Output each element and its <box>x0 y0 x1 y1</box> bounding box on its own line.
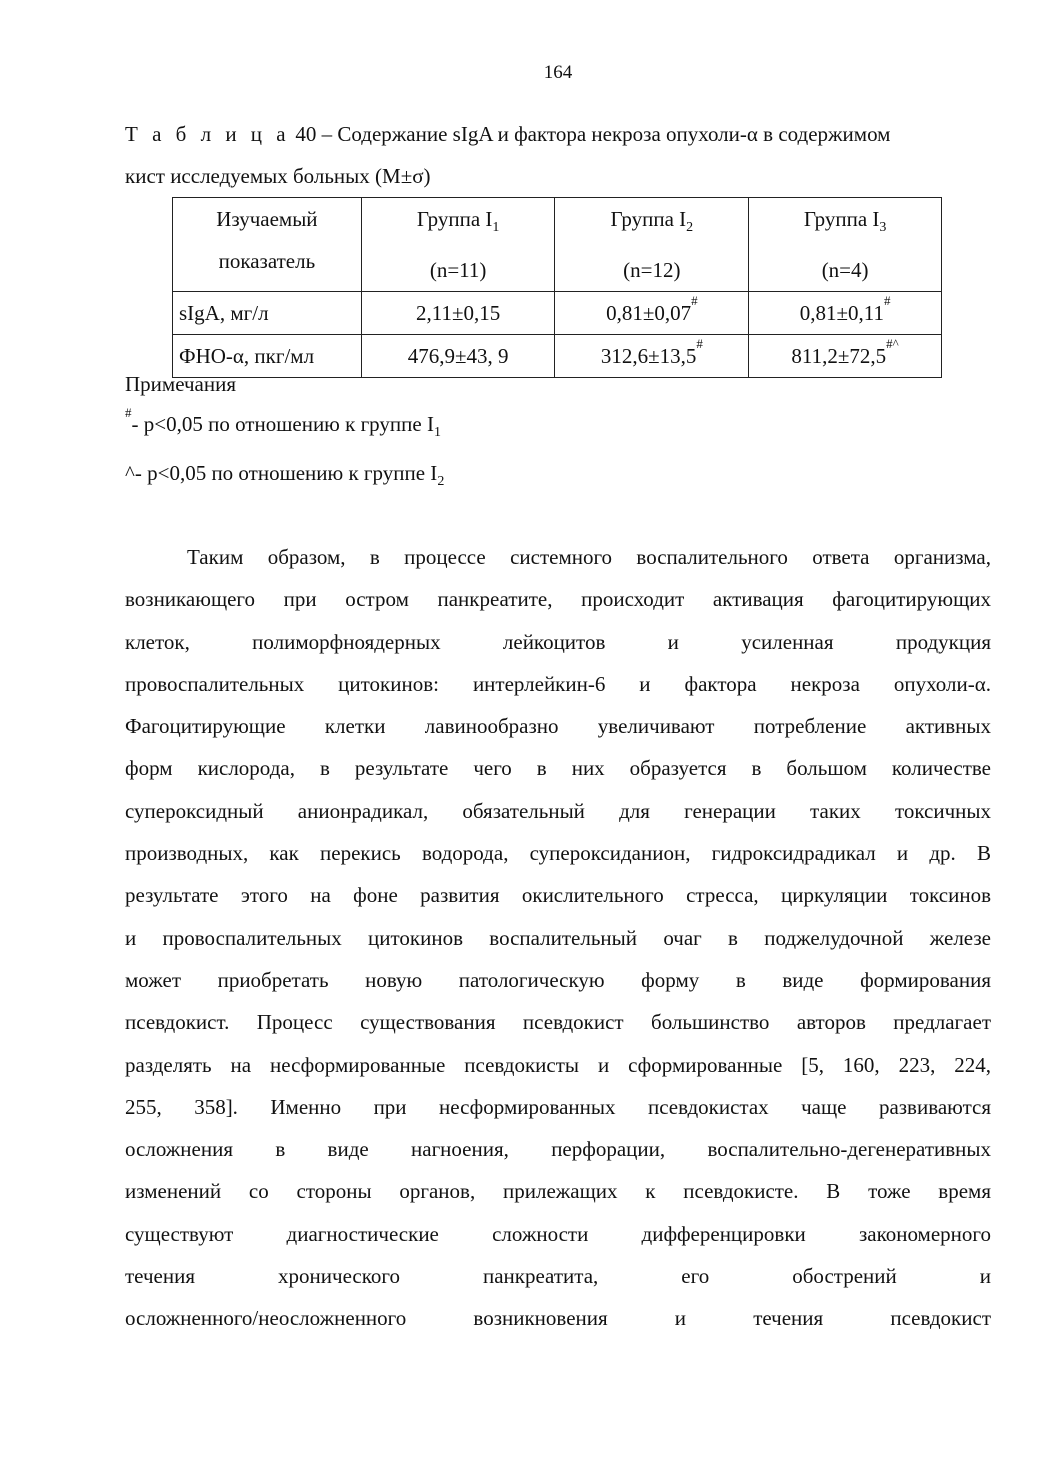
body-line: клеток, полиморфноядерных лейкоцитов и усиленная продукция <box>125 629 991 654</box>
note-1 <box>125 404 444 453</box>
caption-line-2: кист исследуемых больных (M±σ) <box>125 164 431 188</box>
row-label: ФНО-α, пкг/мл <box>173 335 362 378</box>
table-row <box>173 292 942 335</box>
header-group-2-sub: 2 <box>686 220 694 236</box>
header-group-1 <box>361 198 555 292</box>
body-line: форм кислорода, в результате чего в них образуется в большом количестве <box>125 756 991 781</box>
body-line: Фагоцитирующие клетки лавинообразно увеличивают потребление активных <box>125 714 991 739</box>
body-paragraph <box>125 536 991 1340</box>
cell-group-3 <box>749 335 942 378</box>
note-2-text: ^- p<0,05 по отношению к группе I <box>125 461 438 486</box>
cell-group-3 <box>749 292 942 335</box>
header-indicator <box>173 198 362 292</box>
caption-line-1 <box>125 113 995 155</box>
body-line: возникающего при остром панкреатите, происходит активация фагоцитирующих <box>125 587 991 612</box>
table-caption <box>125 113 995 197</box>
note-2-sub: 2 <box>437 474 445 490</box>
body-line: может приобретать новую патологическую форму в виде формирования <box>125 967 991 992</box>
body-line: провоспалительных цитокинов: интерлейкин-6 и фактора некроза опухоли-α. <box>125 671 991 696</box>
header-group-3-sub: 3 <box>879 220 887 236</box>
header-group-1-n: (n=11) <box>429 258 487 283</box>
note-1-text: - p<0,05 по отношению к группе I <box>131 412 434 436</box>
table-notes <box>125 364 444 502</box>
body-line: осложнения в виде нагноения, перфорации, воспалительно-дегенеративных <box>125 1137 991 1162</box>
header-group-1-sub: 1 <box>492 220 500 236</box>
cell-value: 312,6±13,5 <box>600 344 697 369</box>
body-line: течения хронического панкреатита, его обострений и <box>125 1264 991 1289</box>
header-indicator-line1: Изучаемый <box>216 207 318 231</box>
body-line: 255, 358]. Именно при несформированных псевдокистах чаще развиваются <box>125 1094 991 1119</box>
header-group-3-label: Группа I <box>803 207 880 231</box>
body-line: изменений со стороны органов, прилежащих к псевдокисте. В тоже время <box>125 1179 991 1204</box>
body-line: Таким образом, в процессе системного воспалительного ответа организма, <box>187 545 991 569</box>
body-line: результате этого на фоне развития окислительного стресса, циркуляции токсинов <box>125 883 991 908</box>
header-indicator-line2: показатель <box>218 249 316 273</box>
body-line: и провоспалительных цитокинов воспалительный очаг в поджелудочной железе <box>125 925 991 950</box>
header-group-1-label: Группа I <box>416 207 493 231</box>
row-label: sIgA, мг/л <box>173 292 362 335</box>
header-group-3-n: (n=4) <box>821 258 869 283</box>
body-line: разделять на несформированные псевдокисты и сформированные [5, 160, 223, 224, <box>125 1052 991 1077</box>
data-table <box>172 197 942 378</box>
caption-title: – Содержание sIgA и фактора некроза опухоли-α в содержимом <box>316 122 891 146</box>
caption-number: 40 <box>295 122 317 146</box>
caption-prefix: Т а б л и ц а <box>125 122 291 146</box>
body-line: псевдокист. Процесс существования псевдокист большинство авторов предлагает <box>125 1010 991 1035</box>
body-line: супероксидный анионрадикал, обязательный для генерации таких токсичных <box>125 798 991 823</box>
header-group-2-n: (n=12) <box>623 258 681 283</box>
cell-value: 811,2±72,5 <box>791 344 887 369</box>
cell-mark: # <box>696 336 703 352</box>
note-2 <box>125 453 444 502</box>
notes-title: Примечания <box>125 372 237 396</box>
cell-group-1 <box>361 292 555 335</box>
body-line: осложненного/неосложненного возникновения и течения псевдокист <box>125 1306 991 1331</box>
cell-value: 0,81±0,11 <box>799 301 884 326</box>
cell-mark: # <box>883 293 891 309</box>
header-group-2-label: Группа I <box>610 207 687 231</box>
body-line: производных, как перекись водорода, супероксиданион, гидроксидрадикал и др. В <box>125 841 991 866</box>
cell-mark: # <box>691 293 698 309</box>
cell-value: 0,81±0,07 <box>606 301 692 326</box>
header-group-3 <box>749 198 942 292</box>
cell-value: 2,11±0,15 <box>415 301 501 326</box>
header-group-2 <box>555 198 749 292</box>
cell-value: 476,9±43, 9 <box>407 344 509 369</box>
cell-group-2 <box>555 335 749 378</box>
cell-group-2 <box>555 292 749 335</box>
body-line: существуют диагностические сложности дифференцировки закономерного <box>125 1221 991 1246</box>
page-number: 164 <box>543 62 573 83</box>
table-header-row <box>173 198 942 292</box>
cell-mark: #^ <box>886 336 899 352</box>
note-1-sub: 1 <box>433 425 441 441</box>
note-1-mark: # <box>125 405 132 420</box>
